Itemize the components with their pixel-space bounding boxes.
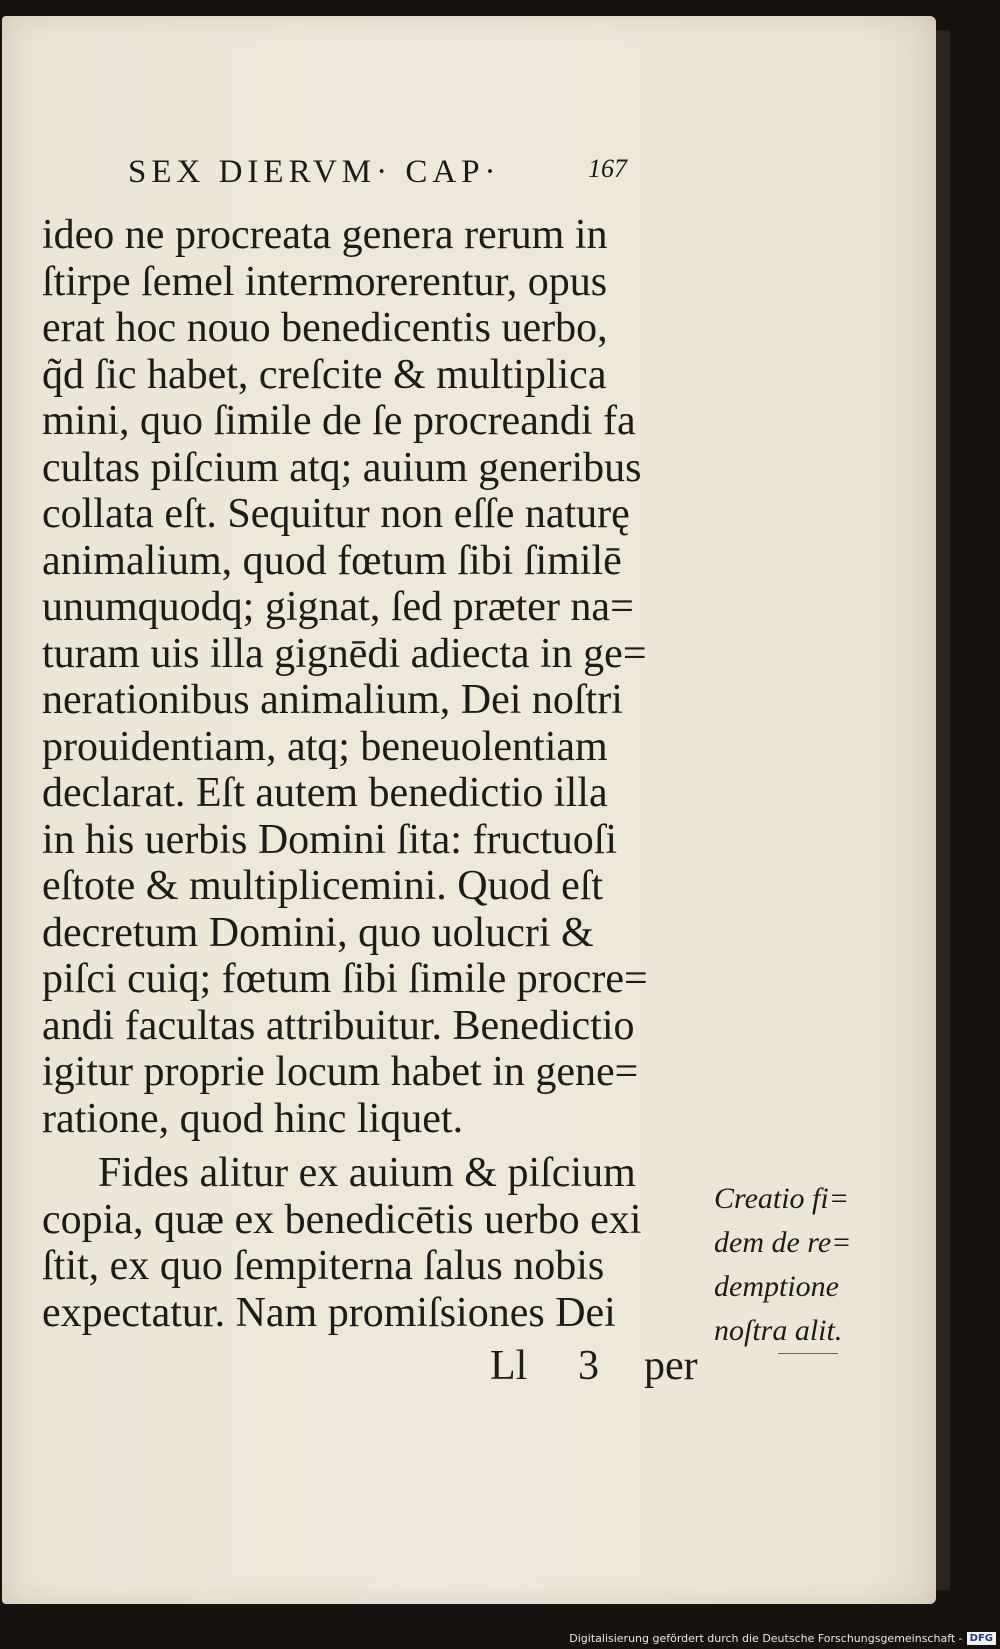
text-line: unumquodq; gignat, ſed præter na= bbox=[42, 584, 634, 630]
text-line: collata eſt. Sequitur non eſſe naturę bbox=[42, 491, 630, 537]
text-line: ſtirpe ſemel intermorerentur, opus bbox=[42, 258, 608, 305]
text-line: expectatur. Nam promiſsiones Dei bbox=[42, 1289, 616, 1336]
digitization-credit bbox=[569, 1629, 996, 1647]
text-line: ratione, quod hinc liquet. bbox=[42, 1095, 464, 1142]
signature-mark: Ll bbox=[490, 1343, 528, 1389]
text-line: decretum Domini, quo uolucri & bbox=[42, 909, 594, 956]
book-page bbox=[2, 16, 936, 1604]
marginal-note bbox=[714, 1177, 864, 1354]
main-text bbox=[42, 212, 692, 1336]
dfg-logo: DFG bbox=[967, 1632, 996, 1645]
credit-text: Digitalisierung gefördert durch die Deutsche Forschungsgemeinschaft - bbox=[569, 1631, 963, 1645]
text-line: igitur proprie locum habet in gene= bbox=[42, 1049, 639, 1095]
marginal-note-line: noſtra alit. bbox=[714, 1314, 843, 1347]
paragraph-gap bbox=[42, 1142, 692, 1150]
marginal-rule bbox=[778, 1353, 838, 1354]
text-line: q̃d ſic habet, creſcite & multiplica bbox=[42, 351, 607, 398]
page-header bbox=[128, 154, 668, 198]
text-line: nerationibus animalium, Dei noſtri bbox=[42, 677, 623, 723]
text-line: cultas piſcium atq; auium generibus bbox=[42, 444, 642, 491]
text-line: turam uis illa gignēdi adiecta in ge= bbox=[42, 630, 647, 677]
signature-number: 3 bbox=[578, 1343, 599, 1389]
text-line: erat hoc nouo benedicentis uerbo, bbox=[42, 305, 608, 351]
text-line: mini, quo ſimile de ſe procreandi fa bbox=[42, 398, 636, 444]
running-title: SEX DIERVM· CAP· bbox=[128, 154, 501, 190]
marginal-note-line: dem de re= bbox=[714, 1226, 852, 1259]
folio-number: 167 bbox=[588, 154, 627, 183]
marginal-note-line: demptione bbox=[714, 1270, 839, 1303]
text-line: copia, quæ ex benedicētis uerbo exi bbox=[42, 1196, 642, 1243]
text-line: piſci cuiq; fœtum ſibi ſimile procre= bbox=[42, 956, 648, 1002]
text-line: animalium, quod fœtum ſibi ſimilē bbox=[42, 537, 622, 584]
text-line: ideo ne procreata genera rerum in bbox=[42, 212, 608, 258]
text-line: andi facultas attribuitur. Benedictio bbox=[42, 1002, 635, 1049]
page-edge-shadow bbox=[936, 30, 950, 1590]
text-line: in his uerbis Domini ſita: fructuoſi bbox=[42, 816, 618, 863]
marginal-note-line: Creatio fi= bbox=[714, 1182, 849, 1215]
catchword: per bbox=[644, 1343, 698, 1389]
text-line: prouidentiam, atq; beneuolentiam bbox=[42, 723, 608, 770]
text-line: eſtote & multiplicemini. Quod eſt bbox=[42, 863, 604, 909]
text-line: ſtit, ex quo ſempiterna ſalus nobis bbox=[42, 1243, 605, 1289]
text-line: declarat. Eſt autem benedictio illa bbox=[42, 770, 608, 816]
paragraph-first-line: Fides alitur ex auium & piſcium bbox=[98, 1150, 636, 1196]
